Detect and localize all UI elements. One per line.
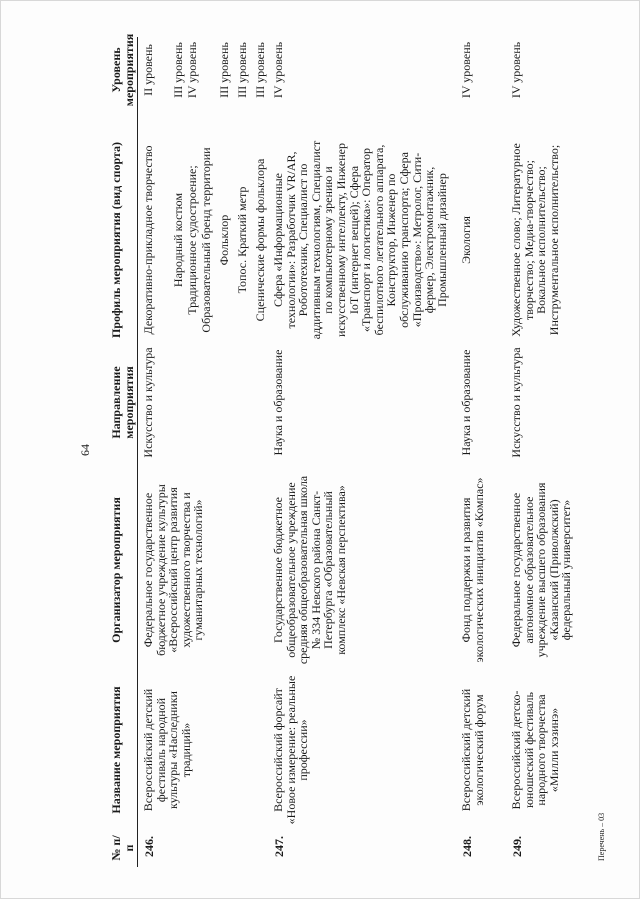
row-246-profile-7: Сценические формы фольклора bbox=[253, 158, 267, 321]
row-248-profile: Экология bbox=[459, 215, 473, 264]
header-level: Уровень мероприятия bbox=[109, 33, 136, 106]
row-249-profile: Художественное слово; Литературное творчество; Медиа-творчество; Вокальное исполнительство; Инструментальное исполнительство; bbox=[509, 142, 561, 337]
row-247-num: 247. bbox=[272, 835, 286, 857]
row-247-profile: Сфера «Информационные технологии»: Разработчик VR/AR, Робототехник, Специалист по аддитивным технологиям, Специалист по компьютерному зрению и искусственному интеллекту, Инженер IoT (интернет вещей); Сфера «Транспорт и логистика»: Оператор беспилотного летательного аппарата, Конструктор, Инженер по обслуживанию транспорта; Сфера «Производство»: Метролог, Сити-фермер, Электромонтажник, Промышленный дизайнер bbox=[271, 140, 449, 339]
row-246-profile-5: Фольклор bbox=[217, 214, 231, 265]
row-247-organizer: Государственное бюджетное общеобразовательное учреждение средняя общеобразовательная школа № 334 Невского района Санкт-Петербурга «Образовательный комплекс «Невская перспектива» bbox=[271, 475, 348, 664]
row-246-profile-6: Топос. Краткий метр bbox=[235, 186, 249, 293]
header-name: Название мероприятия bbox=[109, 685, 123, 814]
row-247-direction: Наука и образование bbox=[271, 349, 285, 455]
row-248-name: Всероссийский детский экологический форум bbox=[459, 688, 486, 811]
row-247-name: Всероссийский форсайт «Новое измерение: реальные профессии» bbox=[271, 675, 311, 824]
row-248-num: 248. bbox=[460, 835, 474, 857]
header-profile: Профиль мероприятия (вид спорта) bbox=[109, 141, 123, 338]
row-249-num: 249. bbox=[510, 835, 524, 857]
row-246-num: 246. bbox=[142, 835, 156, 857]
rotated-table bbox=[20, 15, 620, 885]
row-246-level-7: III уровень bbox=[253, 41, 267, 98]
row-246-profile-2: Народный костюм bbox=[171, 192, 185, 287]
row-246-profile-3: Традиционное судостроение; bbox=[185, 164, 199, 315]
header-num: № п/п bbox=[109, 834, 136, 861]
row-246-profile-1: Декоративно-прикладное творчество bbox=[141, 145, 155, 334]
row-246-level-2: III уровень bbox=[171, 41, 185, 98]
row-249-level: IV уровень bbox=[509, 41, 523, 98]
row-246-level-3: IV уровень bbox=[185, 41, 199, 98]
row-246-direction: Искусство и культура bbox=[141, 346, 155, 458]
row-246-level-6: III уровень bbox=[235, 41, 249, 98]
row-248-organizer: Фонд поддержки и развития экологических инициатив «Компас» bbox=[459, 476, 486, 663]
row-249-direction: Искусство и культура bbox=[509, 346, 523, 458]
header-divider bbox=[137, 37, 138, 867]
row-248-direction: Наука и образование bbox=[459, 349, 473, 455]
row-246-level-1: II уровень bbox=[141, 43, 155, 96]
page-number: 64 bbox=[78, 443, 92, 456]
row-246-name: Всероссийский детский фестиваль народной культуры «Наследники традиций» bbox=[141, 688, 193, 811]
row-246-profile-4: Образовательный бренд территории bbox=[199, 146, 213, 333]
row-246-level-5: III уровень bbox=[217, 41, 231, 98]
header-organizer: Организатор мероприятия bbox=[109, 496, 123, 643]
row-249-organizer: Федеральное государственное автономное образовательное учреждение высшего образования «Казанский (Приволжский) федеральный университет» bbox=[509, 482, 574, 657]
row-246-organizer: Федеральное государственное бюджетное учреждение культуры «Всероссийский центр развития художественного творчества и гуманитарных технологий» bbox=[141, 483, 206, 656]
row-249-name: Всероссийский детско-юношеский фестиваль народного творчества «Милли хэзинэ» bbox=[509, 690, 561, 809]
row-248-level: IV уровень bbox=[459, 41, 473, 98]
row-247-level: IV уровень bbox=[271, 41, 285, 98]
document-footer: Перечень – 03 bbox=[597, 812, 606, 861]
header-direction: Направление мероприятия bbox=[109, 365, 136, 439]
